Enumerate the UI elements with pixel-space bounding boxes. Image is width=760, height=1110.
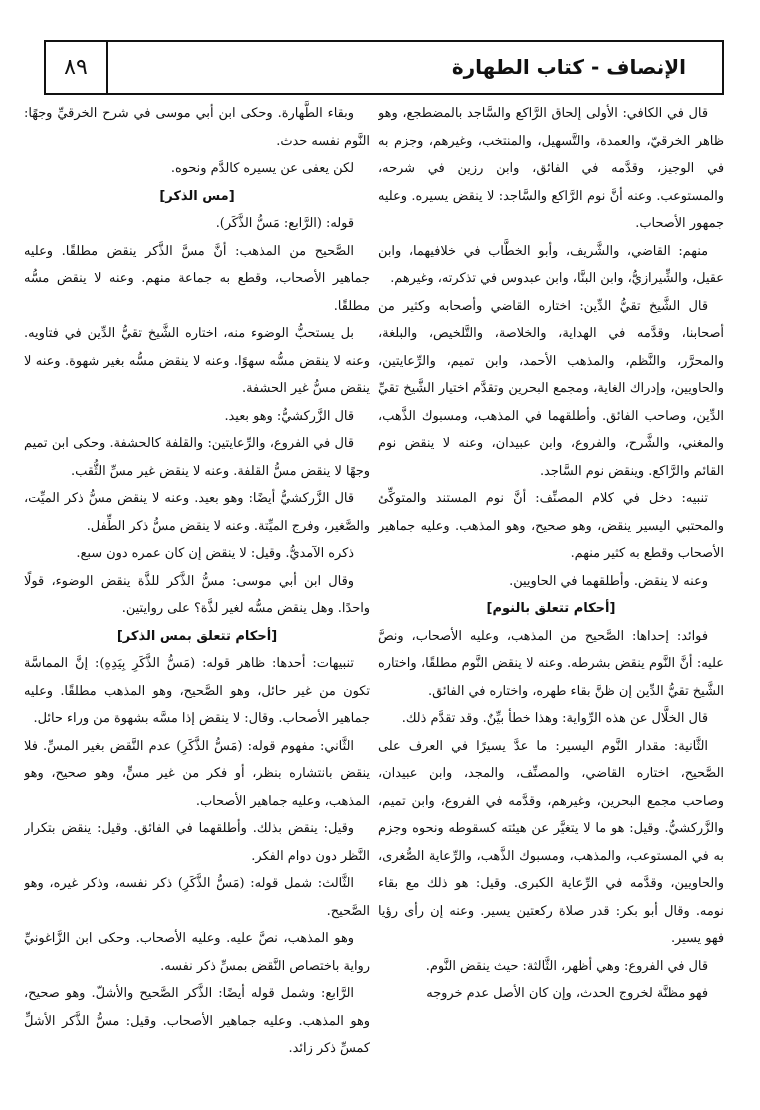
paragraph: لكن يعفى عن يسيره كالدَّم ونحوه. (170, 161, 354, 176)
paragraph: الرَّابع: وشمل قوله أيضًا: الذَّكر الصَّحيح والأشلّ. وهو صحيح، وهو المذهب. وعليه جماهير الأصحاب. وقيل: مسُّ الذَّكر الأشلِّ كمسِّ ذكر زائد. (24, 986, 370, 1056)
paragraph: قال في الفروع: وهي أظهر، الثَّالثة: حيث ينقض النَّوم. (425, 958, 708, 974)
paragraph: الثَّانية: مقدار النَّوم اليسير: ما عدَّ يسيرًا في العرف على الصَّحيح، اختاره القاضي، والمصنِّف، والمجد، وابن عبيدان، وصاحب مجمع البحرين، وغيرهم، وقدَّمه في الفروع، وابن تميم، والزَّركشيُّ. وقيل: هو ما لا يتغيَّر عن هيئته كسقوطه ونحوه وجزم به في المستوعب، والمذهب، ومسبوك الذَّهب، والرِّعاية الصُّغرى، والحاويين، وقدَّمه في الرِّعاية الكبرى. وقيل: هو ذلك مع بقاء نومه. وقال أبو بكر: قدر صلاة ركعتين يسير. وعنه إن رأى رؤيا فهو يسير. (378, 738, 724, 946)
paragraph: ذكره الآمديُّ. وقيل: لا ينقض إن كان عمره دون سبع. (76, 546, 354, 561)
page-header (44, 40, 724, 95)
paragraph: تنبيهات: أحدها: ظاهر قوله: (مَسُّ الذَّكَرِ بِيَدِهِ): إنَّ المماسَّة تكون من غير حائل، وهو الصَّحيح، وهو المذهب مطلقًا. وعليه جماهير الأصحاب. وقال: لا ينقض إذا مسَّه بشهوة من وراء حائل. (24, 656, 370, 726)
paragraph: وقيل: ينقض بذلك. وأطلقهما في الفائق. وقيل: ينقض بتكرار النَّظر دون دوام الفكر. (24, 821, 370, 864)
paragraph: وبقاء الطَّهارة. وحكى ابن أبي موسى في شرح الخرقيِّ وجهًا: النَّوم نفسه حدث. (24, 106, 370, 149)
paragraph: قوله: (الرَّابع: مَسُّ الذَّكَر). (215, 216, 354, 231)
paragraph: قال في الكافي: الأولى إلحاق الرَّاكع والسَّاجد بالمضطجع، وهو ظاهر الخرقيّ، والعمدة، والتَّسهيل، والمنتخب، وغيرهم، وجزم به في الوجيز، وقدَّمه في الفائق، وابن رزين في شرحه، والمستوعب. وعنه أنَّ نوم الرَّاكع والسَّاجد: لا ينقض يسيره. وعليه جمهور الأصحاب. (378, 106, 724, 231)
section-heading: [أحكام تتعلق بمس الذكر] (116, 628, 278, 644)
paragraph: فوائد: إحداها: الصَّحيح من المذهب، وعليه الأصحاب، ونصَّ عليه: أنَّ النَّوم ينقض بشرطه. وعنه لا ينقض النَّوم مطلقًا، واختاره الشَّيخ تقيُّ الدِّين إن ظنَّ بقاء طهره، واختاره في الفائق. (378, 628, 724, 699)
paragraph: تنبيه: دخل في كلام المصنِّف: أنَّ نوم المستند والمتوكِّئ والمحتبي اليسير ينقض، وهو صحيح، وهو المذهب. وعليه جماهير الأصحاب وقطع به كثير منهم. (378, 491, 724, 561)
paragraph: الثَّاني: مفهوم قوله: (مَسُّ الذَّكَرِ) عدم النَّقض بغير المسِّ. فلا ينقض بانتشاره بنظر، أو فكر من غير مسٍّ، وهو صحيح، وهو المذهب، وعليه جماهير الأصحاب. (24, 738, 370, 809)
paragraph: قال في الفروع، والرِّعايتين: والقلفة كالحشفة. وحكى ابن تميم وجهًا لا ينقض مسُّ القلفة. وعنه لا ينقض غير مسِّ الثُّقب. (24, 436, 370, 479)
paragraph: الصَّحيح من المذهب: أنَّ مسَّ الذَّكر ينقض مطلقًا. وعليه جماهير الأصحاب، وقطع به جماعة منهم. وعنه لا ينقض مسُّه مطلقًا. (24, 243, 370, 314)
section-heading: [أحكام تتعلق بالنوم] (486, 601, 616, 616)
paragraph: وعنه لا ينقض. وأطلقهما في الحاويين. (509, 573, 708, 589)
paragraph: بل يستحبُّ الوضوء منه، اختاره الشَّيخ تقيُّ الدِّين في فتاويه. وعنه لا ينقض مسُّه سهوًا. وعنه لا ينقض مسُّه بغير شهوة. وعنه لا ينقض مسُّ غير الحشفة. (24, 326, 370, 396)
page-number: ٨٩ (46, 42, 108, 93)
paragraph: قال الشَّيخ تقيُّ الدِّين: اختاره القاضي وأصحابه وكثير من أصحابنا، وقدَّمه في الهداية، والخلاصة، والتَّلخيص، والبلغة، والمحرَّر، والنَّظم، والمذهب الأحمد، وابن تميم، والرِّعايتين، والحاويين، وإدراك الغاية، ومجمع البحرين وتقدَّم اختيار الشَّيخ تقيِّ الدِّين، وصاحب الفائق. وأطلقهما في المذهب، ومسبوك الذَّهب، والمغني، والشَّرح، والفروع، وابن عبيدان، وعنه لا ينقض نوم القائم والرَّاكع. وينقض نوم السَّاجد. (378, 298, 724, 479)
paragraph: وقال ابن أبي موسى: مسُّ الذَّكر للذَّة ينقض الوضوء، قولًا واحدًا. وهل ينقض مسُّه لغير لذَّة؟ على روايتين. (24, 573, 370, 616)
paragraph: الثَّالث: شمل قوله: (مَسُّ الذَّكَرِ) ذكر نفسه، وذكر غيره، وهو الصَّحيح. (24, 876, 370, 919)
paragraph: قال الزَّركشيُّ أيضًا: وهو بعيد. وعنه لا ينقض مسُّ ذكر الميِّت، والصَّغير، وفرج الميِّتة. وعنه لا ينقض مسُّ ذكر الطِّفل. (24, 491, 370, 534)
paragraph: قال الزَّركشيُّ: وهو بعيد. (224, 408, 354, 424)
running-title: الإنصاف - كتاب الطهارة (451, 55, 686, 79)
right-text-column (378, 100, 724, 1095)
paragraph: فهو مظنَّة لخروج الحدث، وإن كان الأصل عدم خروجه (426, 986, 708, 1001)
left-text-column (24, 100, 370, 1095)
paragraph: منهم: القاضي، والشَّريف، وأبو الخطَّاب في خلافيهما، وابن عقيل، والشِّيرازيُّ، وابن البنَّا، وابن عبدوس في تذكرته، وغيرهم. (378, 243, 724, 286)
paragraph: قال الخلَّال عن هذه الرِّواية: وهذا خطأ بيِّنٌ. وقد تقدَّم ذلك. (401, 711, 708, 726)
section-heading: [مس الذكر] (159, 188, 235, 204)
paragraph: وهو المذهب، نصَّ عليه. وعليه الأصحاب. وحكى ابن الزَّاغونيِّ رواية باختصاص النَّقض بمسِّ ذكر نفسه. (24, 931, 370, 974)
